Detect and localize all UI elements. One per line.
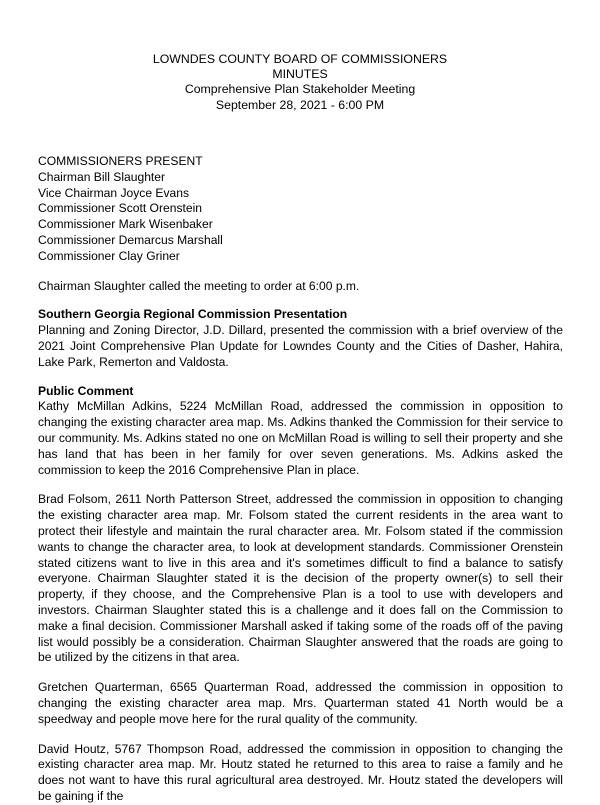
- commissioner-name: Vice Chairman Joyce Evans: [38, 185, 190, 200]
- comment-paragraph: David Houtz, 5767 Thompson Road, addressed the commission in opposition to changing the existing character area map. Mr. Houtz stated he returned to this area to raise a family and he does not want to have this rural agricultural area destroyed. Mr. Houtz stated the developers will be gaining if the: [38, 741, 563, 803]
- public-comment-title: Public Comment: [38, 383, 134, 398]
- commissioners-present: [38, 154, 563, 265]
- commissioners-heading: COMMISSIONERS PRESENT: [38, 154, 203, 168]
- document-header: [0, 52, 600, 113]
- commissioner-name: Commissioner Clay Griner: [38, 248, 180, 263]
- meeting-date: September 28, 2021 - 6:00 PM: [215, 97, 385, 112]
- minutes-body: [38, 154, 563, 805]
- board-name: LOWNDES COUNTY BOARD OF COMMISSIONERS: [152, 52, 448, 66]
- comment-paragraph: Kathy McMillan Adkins, 5224 McMillan Road, addressed the commission in opposition to changing the existing character area map. Ms. Adkins thanked the Commission for their service to our community. Ms. Adkins stated no one on McMillan Road is willing to sell their property and she has land that has been in her family for over seven generations. Ms. Adkins asked the commission to keep the 2016 Comprehensive Plan in place.: [38, 399, 563, 477]
- commissioner-name: Commissioner Demarcus Marshall: [38, 232, 223, 247]
- comment-paragraph: Brad Folsom, 2611 North Patterson Street, addressed the commission in opposition to changing the existing character area map. Mr. Folsom stated the current residents in the area want to protect their lifestyle and maintain the rural character area. Mr. Folsom stated if the commission wants to change the character area, to look at development standards. Commissioner Orenstein stated citizens want to live in this area and it's sometimes difficult to find a balance to satisfy everyone. Chairman Slaughter stated it is the decision of the property owner(s) to sell their property, if they choose, and the Comprehensive Plan is a tool to use with developers and investors. Chairman Slaughter stated this is a challenge and it does fall on the Commission to make a final decision. Commissioner Marshall asked if taking some of the roads off of the paving list would possibly be a consideration. Chairman Slaughter answered that the roads are going to be utilized by the citizens in that area.: [38, 492, 563, 665]
- presentation-section: [38, 307, 563, 370]
- document-type: MINUTES: [272, 67, 328, 82]
- commissioner-name: Commissioner Mark Wisenbaker: [38, 217, 213, 232]
- presentation-title: Southern Georgia Regional Commission Presentation: [38, 307, 348, 322]
- comment-paragraph: Gretchen Quarterman, 6565 Quarterman Road, addressed the commission in opposition to changing the existing character area map. Mrs. Quarterman stated 41 North would be a speedway and people move here for the rural quality of the community.: [38, 680, 563, 726]
- commissioner-name: Commissioner Scott Orenstein: [38, 201, 202, 216]
- meeting-name: Comprehensive Plan Stakeholder Meeting: [184, 82, 416, 97]
- public-comment-section: [38, 384, 563, 805]
- call-to-order: Chairman Slaughter called the meeting to order at 6:00 p.m.: [38, 278, 360, 293]
- commissioner-name: Chairman Bill Slaughter: [38, 169, 166, 184]
- presentation-text: Planning and Zoning Director, J.D. Dillard, presented the commission with a brief overview of the 2021 Joint Comprehensive Plan Update for Lowndes County and the Cities of Dasher, Hahira, Lake Park, Remerton and Valdosta.: [38, 323, 563, 369]
